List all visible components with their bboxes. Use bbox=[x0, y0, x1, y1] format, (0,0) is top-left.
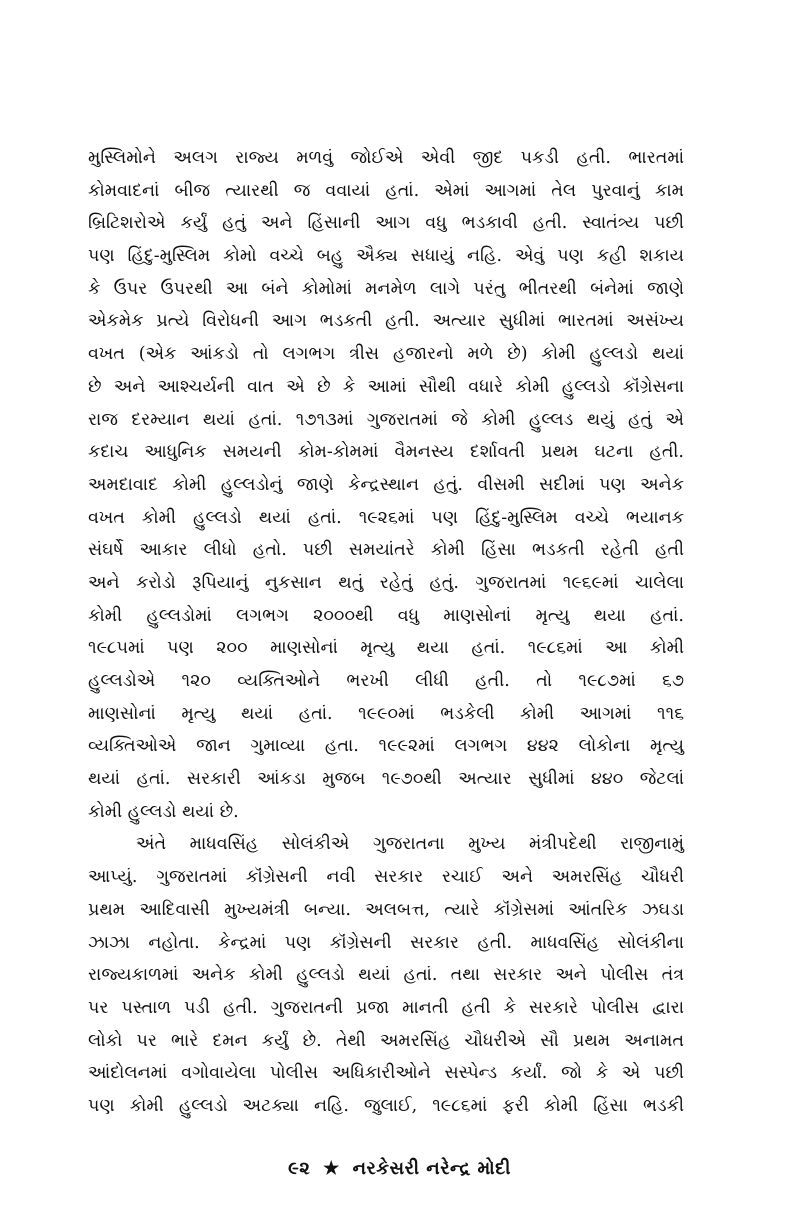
text-line: હુલ્લડોએ ૧૨૦ વ્યક્તિઓને ભરખી લીધી હતી. તો ૧૯૮૭માં ૬૭ bbox=[88, 671, 684, 691]
text-line: આંદોલનમાં વગોવાયેલા પોલીસ અધિકારીઓને સસ્પેન્ડ કર્યાં. જો કે એ પછી bbox=[88, 1063, 684, 1084]
text-line: પ્રથમ આદિવાસી મુખ્યમંત્રી બન્યા. અલબત્ત, ત્યારે કૉંગ્રેસમાં આંતરિક ઝઘડા bbox=[88, 899, 684, 920]
body-text bbox=[88, 142, 684, 1123]
paragraph-2 bbox=[88, 828, 684, 1122]
text-line: સંઘર્ષે આકાર લીધો હતો. પછી સમયાંતરે કોમી હિંસા ભડકતી રહેતી હતી bbox=[88, 540, 684, 561]
text-line: ૧૯૮૫માં પણ ૨૦૦ માણસોનાં મૃત્યુ થયા હતાં. ૧૯૮૬માં આ કોમી bbox=[88, 638, 684, 659]
text-line: લોકો પર ભારે દમન કર્યું છે. તેથી અમરસિંહ ચૌધરીએ સૌ પ્રથમ અનામત bbox=[88, 1030, 684, 1051]
page-number: ૯૨ bbox=[288, 1158, 311, 1179]
paragraph-1 bbox=[88, 142, 684, 828]
text-line: કોમી હુલ્લડો થયાં છે. bbox=[88, 801, 239, 822]
text-line: વ્યક્તિઓએ જાન ગુમાવ્યા હતા. ૧૯૯૨માં લગભગ ૪૪૨ લોકોના મૃત્યુ bbox=[88, 736, 684, 757]
text-line: પણ કોમી હુલ્લડો અટક્યા નહિ. જુલાઈ, ૧૯૮૬માં ફરી કોમી હિંસા ભડકી bbox=[88, 1095, 684, 1116]
text-line: વખત (એક આંકડો તો લગભગ ત્રીસ હજારનો મળે છે) કોમી હુલ્લડો થયાં bbox=[88, 344, 684, 365]
text-line: આપ્યું. ગુજરાતમાં કૉંગ્રેસની નવી સરકાર રચાઈ અને અમરસિંહ ચૌધરી bbox=[88, 867, 684, 888]
text-line: મુસ્લિમોને અલગ રાજ્ય મળવું જોઈએ એવી જીદ પકડી હતી. ભારતમાં bbox=[88, 148, 684, 168]
text-line: એકમેક પ્રત્યે વિરોધની આગ ભડકતી હતી. અત્યાર સુધીમાં ભારતમાં અસંખ્ય bbox=[88, 311, 684, 332]
text-line: અને કરોડો રૂપિયાનું નુકસાન થતું રહેતું હતું. ગુજરાતમાં ૧૯૬૯માં ચાલેલા bbox=[88, 572, 684, 593]
text-line: છે અને આશ્ચર્યની વાત એ છે કે આમાં સૌથી વધારે કોમી હુલ્લડો કૉંગ્રેસના bbox=[88, 376, 684, 397]
text-line: રાજ દરમ્યાન થયાં હતાં. ૧૭૧૩માં ગુજરાતમાં જે કોમી હુલ્લડ થયું હતું એ bbox=[88, 409, 684, 430]
text-line: પર પસ્તાળ પડી હતી. ગુજરાતની પ્રજા માનતી હતી કે સરકારે પોલીસ દ્વારા bbox=[88, 997, 684, 1018]
text-line: પણ હિંદુ-મુસ્લિમ કોમો વચ્ચે બહુ ઐક્ય સધાયું નહિ. એવું પણ કહી શકાય bbox=[88, 246, 684, 267]
text-line: કદાચ આધુનિક સમયની કોમ-કોમમાં વૈમનસ્ય દર્શાવતી પ્રથમ ઘટના હતી. bbox=[88, 442, 684, 463]
page-footer bbox=[0, 1158, 799, 1179]
text-line: માણસોનાં મૃત્યુ થયાં હતાં. ૧૯૯૦માં ભડકેલી કોમી આગમાં ૧૧૬ bbox=[88, 703, 684, 724]
text-line: કોમવાદનાં બીજ ત્યારથી જ વવાયાં હતાં. એમાં આગમાં તેલ પુરવાનું કામ bbox=[88, 180, 684, 201]
book-title: નરકેસરી નરેન્દ્ર મોદી bbox=[352, 1158, 511, 1179]
text-line: રાજ્યકાળમાં અનેક કોમી હુલ્લડો થયાં હતાં. તથા સરકાર અને પોલીસ તંત્ર bbox=[88, 965, 684, 986]
text-line: અમદાવાદ કોમી હુલ્લડોનું જાણે કેન્દ્રસ્થાન હતું. વીસમી સદીમાં પણ અનેક bbox=[88, 474, 684, 495]
text-line: કે ઉપર ઉપરથી આ બંને કોમોમાં મનમેળ લાગે પરંતુ ભીતરથી બંનેમાં જાણે bbox=[88, 278, 684, 299]
text-line: બ્રિટિશરોએ કર્યું હતું અને હિંસાની આગ વધુ ભડકાવી હતી. સ્વાતંત્ર્ય પછી bbox=[88, 213, 684, 234]
star-icon: ★ bbox=[323, 1158, 340, 1179]
text-line: અંતે માધવસિંહ સોલંકીએ ગુજરાતના મુખ્ય મંત્રીપદેથી રાજીનામું bbox=[136, 834, 684, 855]
text-line: ઝાઝા નહોતા. કેન્દ્રમાં પણ કૉંગ્રેસની સરકાર હતી. માધવસિંહ સોલંકીના bbox=[88, 932, 684, 953]
text-line: વખત કોમી હુલ્લડો થયાં હતાં. ૧૯૨૬માં પણ હિંદુ-મુસ્લિમ વચ્ચે ભયાનક bbox=[88, 507, 684, 528]
text-line: થયાં હતાં. સરકારી આંકડા મુજબ ૧૯૭૦થી અત્યાર સુધીમાં ૪૪૦ જેટલાં bbox=[88, 769, 684, 790]
text-line: કોમી હુલ્લડોમાં લગભગ ૨૦૦૦થી વધુ માણસોનાં મૃત્યુ થયા હતાં. bbox=[88, 605, 684, 626]
